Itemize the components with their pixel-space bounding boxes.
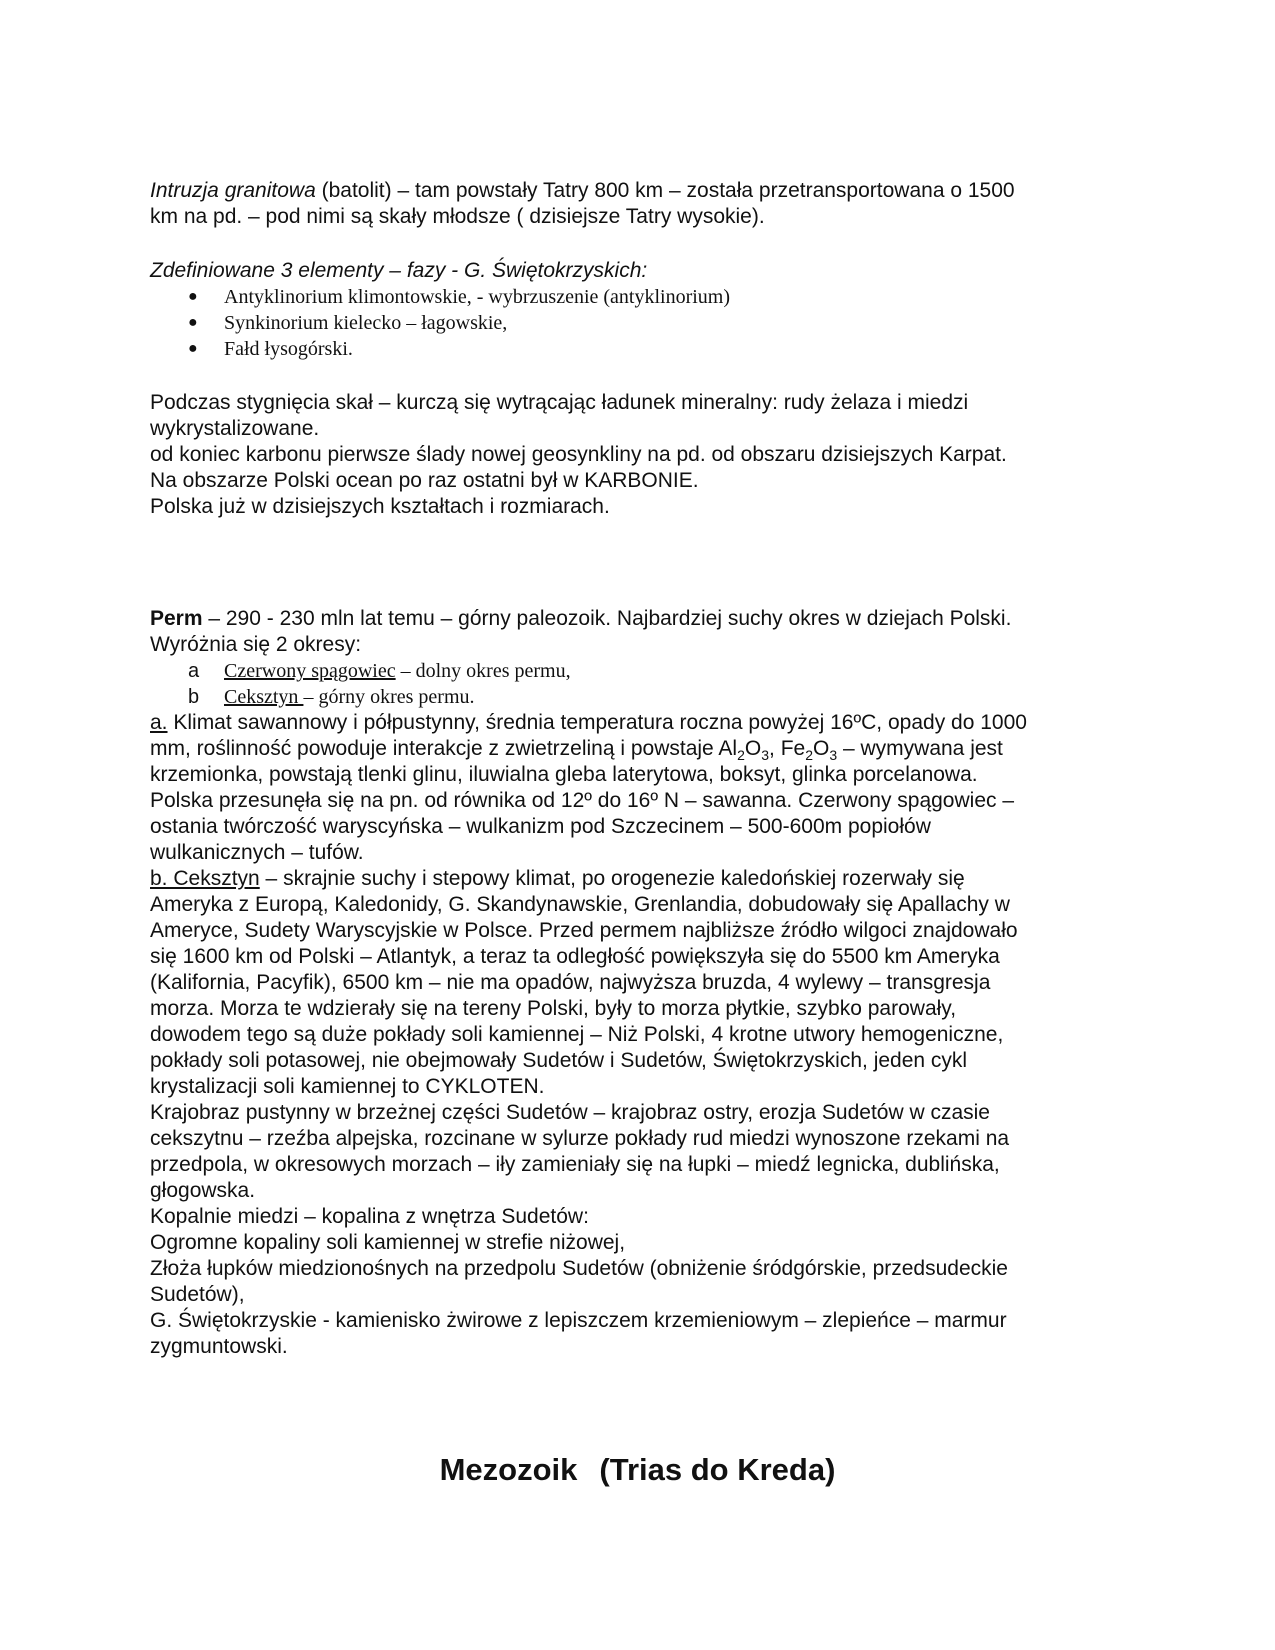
perm-a-line-1-text: Klimat sawannowy i półpustynny, średnia temperatura roczna powyżej 16ºC, opady do 1000 — [167, 711, 1027, 734]
perm-b-line-6: morza. Morza te wdzierały się na tereny Polski, były to morza płytkie, szybko parowały, — [150, 997, 957, 1020]
cooling-line-5: Polska już w dzisiejszych kształtach i rozmiarach. — [150, 495, 610, 518]
perm-b-line-1-text: – skrajnie suchy i stepowy klimat, po orogenezie kaledońskiej rozerwały się — [259, 867, 965, 890]
heading-part-2: (Trias do Kreda) — [599, 1452, 836, 1487]
text-span: , Fe — [769, 737, 806, 760]
perm-a-line-6: wulkanicznych – tufów. — [150, 841, 364, 864]
perm-a-line-2 — [150, 736, 1110, 762]
section-a-label: a. — [150, 711, 168, 734]
document-body — [150, 178, 1110, 1360]
cooling-line-3: od koniec karbonu pierwsze ślady nowej geosynkliny na pd. od obszaru dzisiejszych Karpat. — [150, 443, 1007, 466]
landscape-line: cekszytnu – rzeźba alpejska, rozcinane w sylurze pokłady rud miedzi wynoszone rzekami na — [150, 1127, 1010, 1150]
section-heading — [0, 1452, 1275, 1488]
landscape-line: Sudetów), — [150, 1283, 245, 1306]
perm-line-2: Wyróżnia się 2 okresy: — [150, 633, 362, 656]
perm-line-1-text: – 290 - 230 mln lat temu – górny paleozoik. Najbardziej suchy okres w dziejach Polski. — [202, 607, 1012, 630]
list-item-text: Fałd łysogórski. — [224, 338, 353, 360]
section-b-label: b. Cekszty — [150, 867, 249, 890]
intro-line-1-text: (batolit) – tam powstały Tatry 800 km – została przetransportowana o 1500 — [315, 179, 1015, 202]
text-span: mm, roślinność powoduje interakcje z zwietrzeliną i powstaje Al — [150, 737, 738, 760]
text-span: – wymywana jest — [837, 737, 1003, 760]
period-desc: – górny okres permu. — [303, 686, 475, 708]
perm-b-line-1 — [150, 866, 1110, 892]
list-item — [150, 284, 1110, 310]
list-letter: b — [188, 686, 200, 708]
perm-a-line-3: krzemionka, powstają tlenki glinu, iluwialna gleba laterytowa, boksyt, glinka porcelanowa. — [150, 763, 978, 786]
landscape-line: G. Świętokrzyskie - kamienisko żwirowe z lepiszczem krzemieniowym – zlepieńce – marmur — [150, 1309, 1007, 1332]
elements-title-text: Zdefiniowane 3 elementy – fazy - G. Świętokrzyskich: — [150, 259, 648, 282]
bullet-icon: ● — [188, 340, 198, 357]
landscape-line: Kopalnie miedzi – kopalina z wnętrza Sudetów: — [150, 1205, 589, 1228]
cooling-line-2: wykrystalizowane. — [150, 417, 320, 440]
subscript: 3 — [829, 747, 838, 764]
period-desc: – dolny okres permu, — [395, 660, 571, 682]
perm-a-line-4: Polska przesunęła się na pn. od równika od 12º do 16º N – sawanna. Czerwony spągowiec – — [150, 789, 1015, 812]
cooling-line-4: Na obszarze Polski ocean po raz ostatni był w KARBONIE. — [150, 469, 699, 492]
list-item — [150, 310, 1110, 336]
elements-title — [150, 258, 1110, 284]
section-b-label-end: n — [248, 867, 260, 890]
perm-b-line-8: pokłady soli potasowej, nie obejmowały Sudetów i Sudetów, Świętokrzyskich, jeden cykl — [150, 1049, 968, 1072]
perm-b-line-3: Ameryce, Sudety Waryscyjskie w Polsce. Przed permem najbliższe źródło wilgoci znajdowało — [150, 919, 1018, 942]
cooling-line-1: Podczas stygnięcia skał – kurczą się wytrącając ładunek mineralny: rudy żelaza i miedzi — [150, 391, 969, 414]
heading-part-1: Mezozoik — [439, 1452, 578, 1487]
landscape-line: głogowska. — [150, 1179, 256, 1202]
list-item — [150, 684, 1110, 710]
bullet-icon: ● — [188, 288, 198, 305]
bullet-icon: ● — [188, 314, 198, 331]
perm-b-line-2: Ameryka z Europą, Kaledonidy, G. Skandynawskie, Grenlandia, dobudowały się Apallachy w — [150, 893, 1010, 916]
list-item — [150, 658, 1110, 684]
perm-a-line-1 — [150, 710, 1110, 736]
perm-b-line-7: dowodem tego są duże pokłady soli kamiennej – Niż Polski, 4 krotne utwory hemogeniczne, — [150, 1023, 1004, 1046]
list-item-text: Antyklinorium klimontowskie, - wybrzuszenie (antyklinorium) — [224, 286, 731, 308]
text-span: O — [813, 737, 830, 760]
perm-periods-list — [150, 658, 1110, 710]
period-name: Ceksztyn — [224, 686, 304, 708]
list-item — [150, 336, 1110, 362]
period-name: Czerwony spągowiec — [224, 660, 396, 682]
perm-a-line-5: ostania twórczość waryscyńska – wulkanizm pod Szczecinem – 500-600m popiołów — [150, 815, 931, 838]
perm-line-1 — [150, 606, 1110, 632]
perm-b-line-5: (Kalifornia, Pacyfik), 6500 km – nie ma opadów, najwyższa bruzda, 4 wylewy – transgresja — [150, 971, 991, 994]
landscape-line: Złoża łupków miedzionośnych na przedpolu Sudetów (obniżenie śródgórskie, przedsudeckie — [150, 1257, 1008, 1280]
text-span: O — [744, 737, 762, 760]
landscape-line: Krajobraz pustynny w brzeżnej części Sudetów – krajobraz ostry, erozja Sudetów w czasie — [150, 1101, 990, 1124]
intro-italic-term: Intruzja granitowa — [150, 179, 316, 202]
perm-term: Perm — [150, 607, 203, 630]
subscript: 3 — [761, 747, 770, 764]
list-letter: a — [188, 660, 200, 682]
perm-b-line-4: się 1600 km od Polski – Atlantyk, a teraz ta odległość powiększyła się do 5500 km Ameryka — [150, 945, 1000, 968]
intro-line-2: km na pd. – pod nimi są skały młodsze ( dzisiejsze Tatry wysokie). — [150, 205, 765, 228]
subscript: 2 — [805, 747, 814, 764]
perm-b-line-9: krystalizacji soli kamiennej to CYKLOTEN. — [150, 1075, 545, 1098]
landscape-line: Ogromne kopaliny soli kamiennej w strefie niżowej, — [150, 1231, 626, 1254]
elements-list — [150, 284, 1110, 362]
intro-line-1 — [150, 178, 1110, 204]
list-item-text: Synkinorium kielecko – łagowskie, — [224, 312, 508, 334]
subscript: 2 — [737, 747, 745, 764]
landscape-line: zygmuntowski. — [150, 1335, 288, 1358]
landscape-line: przedpola, w okresowych morzach – iły zamieniały się na łupki – miedź legnicka, dublińska, — [150, 1153, 1000, 1176]
